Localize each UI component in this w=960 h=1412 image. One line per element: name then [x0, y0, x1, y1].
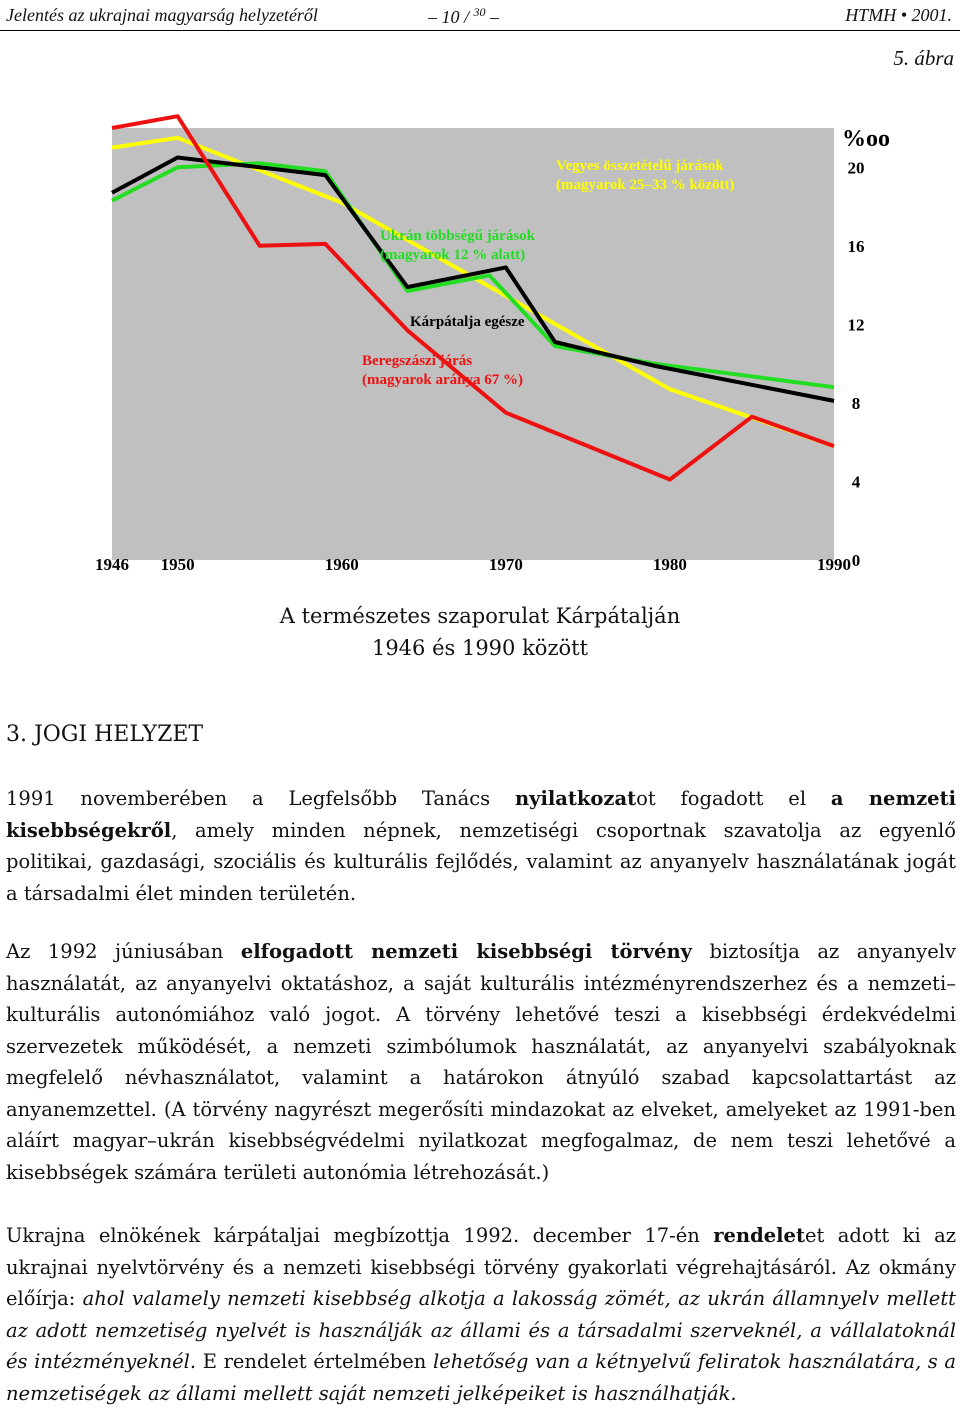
series-label-1-line-0: Ukrán többségű járások	[380, 228, 536, 244]
italic-quote: lehetőség van a kétnyelvű feliratok használatára, s a nemzetiségek az állami mellett saját nemzeti jelképeiket is használhatják.	[6, 1350, 957, 1405]
figure-label: 5. ábra	[893, 46, 954, 70]
x-tick-1970: 1970	[488, 555, 523, 574]
series-label-3-line-1: (magyarok aránya 67 %)	[362, 372, 523, 388]
bold-term: elfogadott nemzeti kisebbségi törvény	[240, 940, 692, 963]
series-label-2-line-0: Kárpátalja egésze	[410, 314, 525, 330]
birth-rate-chart	[0, 110, 960, 580]
x-tick-1990: 1990	[817, 555, 851, 574]
caption-line-2: 1946 és 1990 között	[371, 636, 589, 660]
section-title: 3. JOGI HELYZET	[6, 722, 204, 747]
italic-quote: ahol valamely nemzeti kisebbség alkotja a lakosság zömét, az ukrán államnyelv mellett az adott nemzetiség nyelvét is használják az állami és a társadalmi szerveknél, a vállalatoknál és intézményeknél.	[6, 1287, 956, 1373]
y-tick-12: 12	[847, 315, 865, 335]
series-label-0-line-1: (magyarok 25–33 % között)	[556, 177, 735, 193]
header-page-number: – 10 / $^{30}$ –	[428, 5, 500, 27]
header-title: Jelentés az ukrajnai magyarság helyzetéről	[6, 5, 318, 25]
series-label-1-line-1: (magyarok 12 % alatt)	[380, 247, 526, 263]
y-tick-20: 20	[847, 158, 865, 178]
series-label-0-line-0: Vegyes összetételű járások	[556, 158, 724, 174]
y-tick-0: 0	[851, 551, 861, 570]
x-tick-1950: 1950	[160, 555, 195, 574]
header-publisher: HTMH • 2001.	[845, 5, 952, 25]
y-tick-8: 8	[851, 393, 861, 413]
y-tick-16: 16	[847, 236, 865, 256]
paragraph-2: Az 1992 júniusában elfogadott nemzeti kisebbségi törvény biztosítja az anyanyelv használatát, az anyanyelvi oktatáshoz, a saját kulturális intézményrendszerhez és a nemzeti–kulturális autonómiához való jogot. A törvény lehetővé teszi a kisebbségi érdekvédelmi szervezetek működését, a nemzeti szimbólumok használatát, az anyanyelvi szabályoknak megfelelő névhasználatot, valamint a határokon átnyúló szabad kapcsolattartást az anyanemzettel. (A törvény nagyrészt megerősíti mindazokat az elveket, amelyeket az 1991-ben aláírt magyar–ukrán kisebbségvédelmi nyilatkozat megfogalmaz, de nem teszi lehetővé a kisebbségek számára területi autonómia létrehozását.)	[6, 940, 956, 1184]
paragraph-3: Ukrajna elnökének kárpátaljai megbízottja 1992. december 17-én rendeletet adott ki az ukrajnai nyelvtörvény és a nemzeti kisebbségi törvény gyakorlati végrehajtásáról. Az okmány előírja: ahol valamely nemzeti kisebbség alkotja a lakosság zömét, az ukrán államnyelv mellett az adott nemzetiség nyelvét is használják az állami és a társadalmi szerveknél, a vállalatoknál és intézményeknél. E rendelet értelmében lehetőség van a kétnyelvű feliratok használatára, s a nemzetiségek az állami mellett saját nemzeti jelképeiket is használhatják.	[6, 1224, 957, 1405]
running-header	[0, 0, 960, 31]
bold-term: rendelet	[713, 1224, 805, 1247]
figure-caption	[0, 600, 960, 664]
caption-line-1: A természetes szaporulat Kárpátalján	[279, 604, 681, 628]
x-tick-1980: 1980	[652, 555, 687, 574]
y-tick-4: 4	[851, 472, 861, 492]
series-label-3-line-0: Beregszászi járás	[362, 353, 473, 369]
x-tick-1960: 1960	[324, 555, 359, 574]
bold-term: nyilatkozat	[514, 787, 637, 810]
x-tick-1946: 1946	[95, 555, 129, 574]
bold-term: a nemzeti kisebbségekről	[6, 787, 956, 842]
paragraph-1: 1991 novemberében a Legfelsőbb Tanács nyilatkozatot fogadott el a nemzeti kisebbségekről, amely minden népnek, nemzetiségi csoportnak szavatolja az egyenlő politikai, gazdasági, szociális és kulturális fejlődés, valamint az anyanyelv használatának jogát a társadalmi élet minden területén.	[6, 787, 956, 905]
y-axis-unit: %oo	[842, 126, 890, 152]
